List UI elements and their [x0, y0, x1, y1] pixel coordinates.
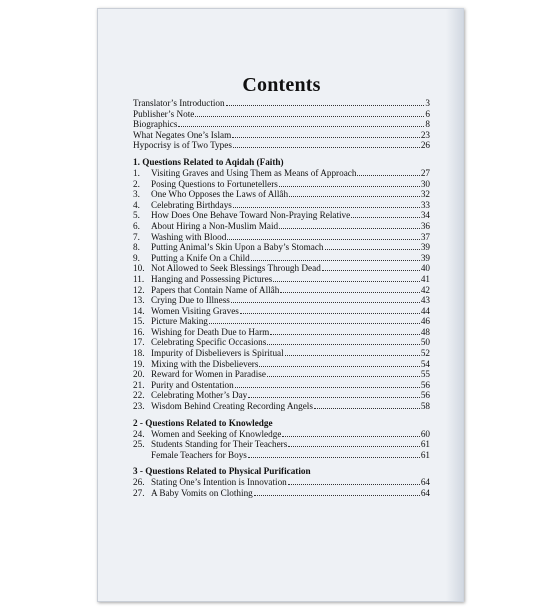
entry-title: Washing with Blood — [151, 231, 227, 242]
toc-entry — [133, 109, 430, 120]
entry-title: One Who Opposes the Laws of Allâh — [151, 189, 289, 200]
entry-page-number: 44 — [420, 305, 430, 316]
entry-page-number: 55 — [420, 369, 430, 380]
entry-page-number: 8 — [425, 119, 430, 130]
entry-page-number: 39 — [420, 242, 430, 253]
entry-page-number: 56 — [420, 379, 430, 390]
entry-number: 6. — [133, 220, 140, 231]
entry-page-number: 36 — [420, 220, 430, 231]
toc-entry — [133, 348, 430, 359]
entry-number: 18. — [133, 348, 145, 359]
entry-number: 17. — [133, 337, 145, 348]
entry-title: About Hiring a Non-Muslim Maid — [151, 220, 279, 231]
toc-entry — [133, 390, 430, 401]
dot-leader — [195, 110, 424, 117]
toc-entry — [133, 140, 430, 151]
entry-title: Stating One’s Intention is Innovation — [151, 477, 287, 488]
entry-page-number: 39 — [420, 252, 430, 263]
entry-title: Female Teachers for Boys — [151, 449, 247, 460]
contents-title: Contents — [242, 74, 321, 96]
entry-number: 14. — [133, 305, 145, 316]
front-matter-list — [133, 98, 430, 151]
entry-number: 23. — [133, 401, 145, 412]
entry-number: 2. — [133, 178, 140, 189]
toc-entry — [133, 98, 430, 109]
dot-leader — [288, 440, 420, 447]
toc-entry — [133, 429, 430, 440]
toc-entry — [133, 401, 430, 412]
toc-entry — [133, 200, 430, 211]
toc-entry — [133, 232, 430, 243]
toc-entry — [133, 477, 430, 488]
entry-title: Putting Animal’s Skin Upon a Baby’s Stomach — [151, 242, 324, 253]
entry-title: Reward for Women in Paradise — [151, 369, 266, 380]
entry-title: Celebrating Specific Occasions — [151, 337, 267, 348]
dot-leader — [322, 264, 420, 271]
entry-page-number: 37 — [420, 231, 430, 242]
entry-page-number: 61 — [420, 449, 430, 460]
entry-title: Wishing for Death Due to Harm — [151, 326, 270, 337]
entry-title: Putting a Knife On a Child — [151, 252, 250, 263]
entry-page-number: 23 — [420, 129, 430, 140]
entry-title: Translator’s Introduction — [133, 98, 225, 108]
toc-entry — [133, 253, 430, 264]
toc-entry — [133, 337, 430, 348]
dot-leader — [235, 381, 420, 388]
entry-title: Hypocrisy is of Two Types — [133, 140, 232, 151]
entry-title: Crying Due to Illness — [151, 295, 230, 306]
entry-title: What Negates One’s Islam — [133, 129, 232, 140]
entry-number: 12. — [133, 284, 145, 295]
entry-page-number: 27 — [420, 167, 430, 178]
entry-title: Papers that Contain Name of Allâh — [151, 284, 280, 295]
entry-number: 9. — [133, 252, 140, 263]
entry-page-number: 43 — [420, 295, 430, 306]
dot-leader — [314, 402, 420, 409]
entry-number: 25. — [133, 439, 145, 450]
entry-number: 15. — [133, 316, 145, 327]
entry-page-number: 61 — [420, 439, 430, 450]
entry-page-number: 56 — [420, 390, 430, 401]
entry-title: Mixing with the Disbelievers — [151, 358, 259, 369]
toc-entry — [133, 488, 430, 499]
dot-leader — [226, 99, 425, 106]
dot-leader — [267, 338, 419, 345]
entry-number: 7. — [133, 231, 140, 242]
dot-leader — [279, 180, 420, 187]
dot-leader — [270, 328, 420, 335]
dot-leader — [259, 360, 419, 367]
entry-title: Hanging and Possessing Pictures — [151, 273, 273, 284]
dot-leader — [280, 286, 419, 293]
entry-page-number: 30 — [420, 178, 430, 189]
sections-list — [133, 157, 430, 499]
entry-title: Publisher’s Note — [133, 108, 195, 119]
section-heading: 3 - Questions Related to Physical Purification — [133, 466, 311, 477]
dot-leader — [288, 478, 420, 485]
dot-leader — [282, 430, 419, 437]
entry-page-number: 58 — [420, 401, 430, 412]
toc-entry — [133, 168, 430, 179]
entry-number: 16. — [133, 326, 145, 337]
section-heading: 1. Questions Related to Aqidah (Faith) — [133, 156, 284, 167]
dot-leader — [227, 233, 420, 240]
toc-entry — [133, 327, 430, 338]
entry-number: 24. — [133, 428, 145, 439]
entry-page-number: 6 — [425, 108, 430, 119]
toc-entry — [133, 242, 430, 253]
entry-title: Posing Questions to Fortunetellers — [151, 178, 278, 189]
entry-title: Women and Seeking of Knowledge — [151, 428, 282, 439]
entry-title: Picture Making — [151, 316, 208, 327]
dot-leader — [254, 489, 420, 496]
toc-entry — [133, 210, 430, 221]
table-of-contents — [133, 74, 430, 499]
entry-title: Visiting Graves and Using Them as Means of Approach — [151, 167, 357, 178]
toc-entry — [133, 450, 430, 461]
entry-title: Biographics — [133, 119, 178, 130]
entry-number: 19. — [133, 358, 145, 369]
dot-leader — [209, 317, 420, 324]
entry-number: 4. — [133, 199, 140, 210]
toc-entry — [133, 119, 430, 130]
toc-entry — [133, 285, 430, 296]
dot-leader — [325, 243, 420, 250]
page-edge-shadow — [446, 8, 464, 602]
toc-entry — [133, 179, 430, 190]
dot-leader — [351, 211, 420, 218]
toc-entry — [133, 316, 430, 327]
entry-page-number: 34 — [420, 210, 430, 221]
entry-page-number: 3 — [425, 98, 430, 108]
dot-leader — [232, 131, 420, 138]
dot-leader — [233, 141, 420, 148]
entry-number: 11. — [133, 273, 145, 284]
entry-page-number: 54 — [420, 358, 430, 369]
dot-leader — [233, 201, 420, 208]
entry-number: 1. — [133, 167, 140, 178]
entry-number: 20. — [133, 369, 145, 380]
dot-leader — [178, 120, 424, 127]
section-heading: 2 - Questions Related to Knowledge — [133, 417, 273, 428]
entry-title: Impurity of Disbelievers is Spiritual — [151, 348, 284, 359]
entry-title: Women Visiting Graves — [151, 305, 239, 316]
entry-page-number: 32 — [420, 189, 430, 200]
entry-page-number: 41 — [420, 273, 430, 284]
dot-leader — [248, 451, 420, 458]
entry-page-number: 40 — [420, 263, 430, 274]
entry-page-number: 50 — [420, 337, 430, 348]
entry-title: Celebrating Mother’s Day — [151, 390, 248, 401]
entry-page-number: 26 — [420, 140, 430, 151]
toc-entry — [133, 274, 430, 285]
dot-leader — [248, 391, 420, 398]
toc-entry — [133, 369, 430, 380]
toc-entry — [133, 359, 430, 370]
toc-entry — [133, 130, 430, 141]
entry-number: 22. — [133, 390, 145, 401]
dot-leader — [267, 370, 420, 377]
entry-title: Not Allowed to Seek Blessings Through Dead — [151, 263, 321, 274]
entry-number: 21. — [133, 379, 145, 390]
entry-page-number: 64 — [420, 488, 430, 498]
dot-leader — [285, 349, 420, 356]
entry-page-number: 33 — [420, 199, 430, 210]
dot-leader — [357, 169, 419, 176]
toc-entry — [133, 380, 430, 391]
entry-number: 13. — [133, 295, 145, 306]
entry-number: 5. — [133, 210, 140, 221]
dot-leader — [289, 190, 420, 197]
toc-entry — [133, 221, 430, 232]
entry-page-number: 42 — [420, 284, 430, 295]
entry-title: Wisdom Behind Creating Recording Angels — [151, 401, 313, 412]
dot-leader — [240, 307, 420, 314]
dot-leader — [279, 222, 420, 229]
toc-entry — [133, 439, 430, 450]
entry-title: How Does One Behave Toward Non-Praying Relative — [151, 210, 351, 221]
entry-title: Celebrating Birthdays — [151, 199, 232, 210]
dot-leader — [231, 296, 420, 303]
entry-number: 27. — [133, 488, 145, 498]
entry-number: 8. — [133, 242, 140, 253]
entry-title: A Baby Vomits on Clothing — [151, 488, 253, 498]
entry-title: Students Standing for Their Teachers — [151, 439, 288, 450]
dot-leader — [273, 275, 420, 282]
entry-number: 26. — [133, 477, 145, 488]
entry-title: Purity and Ostentation — [151, 379, 234, 390]
entry-page-number: 60 — [420, 428, 430, 439]
entry-page-number: 52 — [420, 348, 430, 359]
entry-page-number: 46 — [420, 316, 430, 327]
entry-number: 10. — [133, 263, 145, 274]
entry-page-number: 48 — [420, 326, 430, 337]
dot-leader — [251, 254, 420, 261]
toc-entry — [133, 295, 430, 306]
toc-entry — [133, 263, 430, 274]
toc-entry — [133, 189, 430, 200]
entry-page-number: 64 — [420, 477, 430, 488]
toc-entry — [133, 306, 430, 317]
entry-number: 3. — [133, 189, 140, 200]
